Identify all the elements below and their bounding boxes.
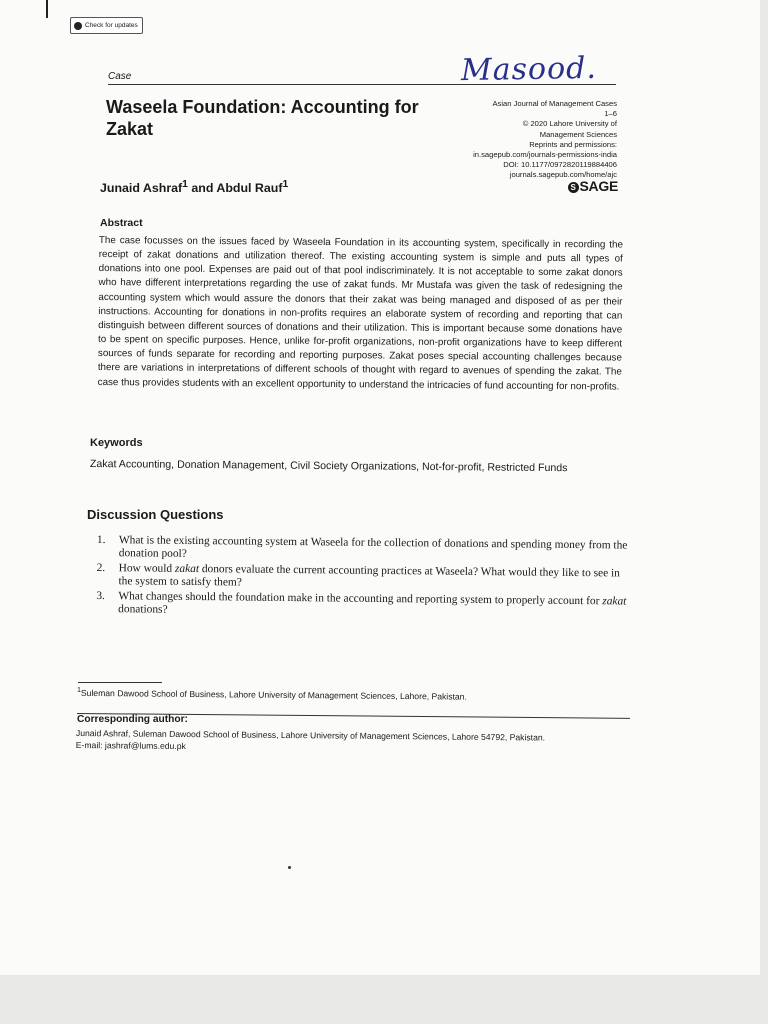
footnote-mark: 1 — [76, 686, 81, 695]
discussion-questions-list — [96, 534, 633, 623]
corresponding-author-heading: Corresponding author: — [77, 714, 188, 725]
question-text-part: donors evaluate the current accounting practices at Waseela? What would they like to see in the system to satisfy them? — [118, 562, 620, 589]
question-text-emphasis: zakat — [174, 562, 200, 575]
question-text — [118, 562, 632, 594]
question-text: What is the existing accounting system at Waseela for the collection of donations and spending money from the donation pool? — [118, 534, 628, 561]
question-text-part: donations? — [118, 603, 168, 616]
question-number: 1. — [96, 534, 106, 547]
corresponding-line: Junaid Ashraf, Suleman Dawood School of Business, Lahore University of Management Sciences, Lahore 54792, Pakistan. — [75, 728, 546, 743]
keywords-text: Zakat Accounting, Donation Management, Civil Society Organizations, Not-for-profit, Restricted Funds — [89, 458, 568, 475]
question-text-part: How would — [118, 562, 176, 575]
question-text-part: What changes should the foundation make in the accounting and reporting system to properly account for — [118, 589, 603, 607]
author-affiliation-mark: 1 — [282, 179, 289, 190]
journal-line: journals.sagepub.com/home/ajc — [509, 170, 617, 180]
publisher-name: SAGE — [579, 178, 618, 194]
journal-line: Asian Journal of Management Cases — [492, 99, 617, 108]
journal-line: 1–6 — [604, 109, 617, 119]
speck-mark — [288, 866, 291, 869]
update-icon — [74, 22, 82, 30]
journal-info — [420, 99, 617, 181]
journal-line: Management Sciences — [539, 129, 617, 139]
check-for-updates-label: Check for updates — [85, 22, 138, 29]
handwritten-signature: Masood. — [460, 50, 598, 89]
author-name: Junaid Ashraf — [100, 181, 183, 196]
question-number: 2. — [96, 561, 106, 574]
publisher-logo — [540, 178, 618, 194]
journal-line: in.sagepub.com/journals-permissions-india — [473, 150, 617, 160]
article-title: Waseela Foundation: Accounting for Zakat — [106, 97, 419, 139]
author-name: Abdul Rauf — [216, 181, 283, 196]
journal-line: DOI: 10.1177/0972820119884406 — [503, 160, 617, 170]
check-for-updates-badge[interactable] — [70, 17, 143, 34]
case-label: Case — [108, 71, 132, 82]
question-item — [97, 534, 633, 566]
keywords-heading: Keywords — [90, 437, 143, 449]
author-conjunction: and — [191, 181, 214, 196]
sage-logo-icon: S — [568, 182, 579, 193]
discussion-questions-heading: Discussion Questions — [87, 507, 224, 522]
abstract-text: The case focusses on the issues faced by Waseela Foundation in its accounting system, specifically in recording the receipt of zakat donations and utilization thereof. The existing accounting system is simple and puts all types of donations into one pool. Expenses are paid out of that pool indiscriminately. It is not acceptable to some zakat donors who have different interpretations regarding the use of zakat funds. Mr Mustafa was given the task of redesigning the accounting system which would assure the donors that their zakat was being managed and disposed of as per their instructions. Accounting for donations in non-profits requires an elaborate system of recording and reporting that can distinguish between different sources of donations and their utilization. This is important because some donations have to be spent on specific purposes. Hence, unlike for-profit organizations, non-profit organizations have to keep different sources of funds separate for recording and reporting purposes. Zakat poses special accounting challenges because there are variations in interpretations of different schools of thought with regard to avenues of spending the zakat. The case thus provides students with an excellent opportunity to understand the intricacies of fund accounting for non-profits. — [97, 234, 623, 393]
author-affiliation-mark: 1 — [182, 179, 188, 190]
footnote-affiliation — [77, 686, 617, 703]
question-item — [96, 562, 632, 594]
abstract-heading: Abstract — [100, 217, 143, 229]
page-edge-mark — [46, 0, 48, 18]
question-text-emphasis: zakat — [602, 594, 627, 608]
journal-line: © 2020 Lahore University of — [522, 119, 617, 129]
question-item — [96, 590, 632, 622]
affiliation-text: Suleman Dawood School of Business, Lahore University of Management Sciences, Lahore, Pakistan. — [80, 687, 467, 702]
question-text — [118, 590, 632, 622]
journal-line: Reprints and permissions: — [529, 139, 617, 149]
corresponding-author-details — [76, 728, 636, 756]
question-number: 3. — [96, 589, 105, 602]
corresponding-email[interactable]: E-mail: jashraf@lums.edu.pk — [75, 739, 186, 751]
footnote-rule — [78, 682, 162, 683]
author-list — [100, 179, 288, 195]
